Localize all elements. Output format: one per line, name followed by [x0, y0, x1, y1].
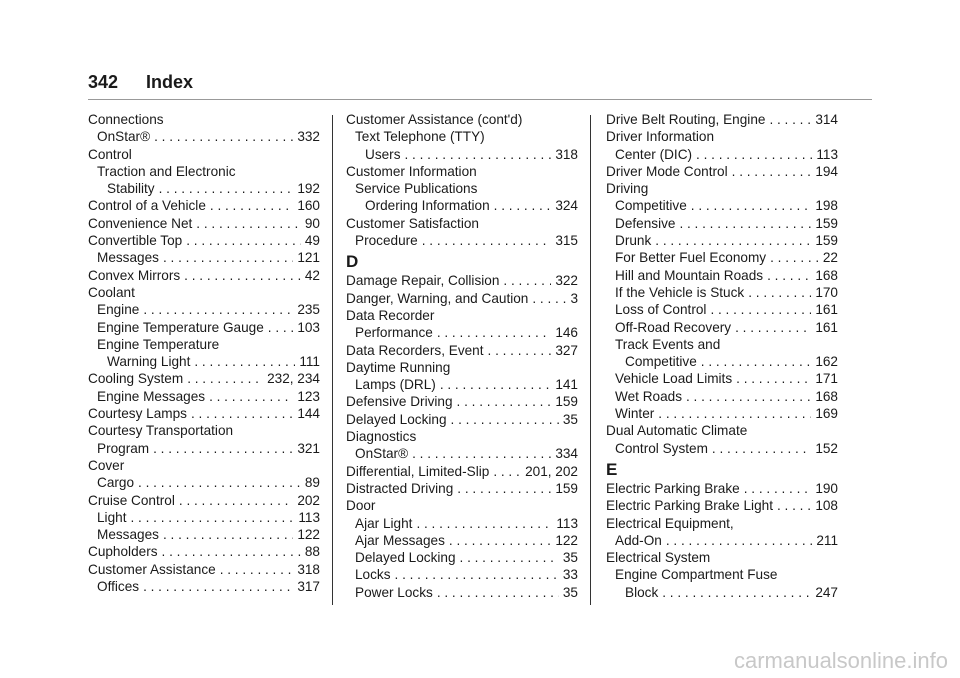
dot-leader: [440, 376, 551, 393]
index-term: Power Locks: [355, 584, 433, 600]
index-entry: [88, 197, 320, 214]
index-entry: [346, 584, 578, 601]
index-entry: [606, 480, 838, 497]
index-entry: [346, 290, 578, 307]
index-entry: [346, 146, 578, 163]
page-reference: 232, 234: [267, 371, 320, 387]
index-entry: [88, 370, 320, 387]
page-reference: 332: [297, 129, 320, 145]
page-reference: 169: [815, 406, 838, 422]
index-term: Courtesy Transportation: [88, 423, 234, 439]
page-reference: 235: [297, 302, 320, 318]
page-reference: 113: [556, 515, 578, 531]
dot-leader: [138, 474, 301, 491]
page-reference: 190: [815, 480, 838, 496]
index-entry: [606, 267, 838, 284]
dot-leader: [130, 509, 294, 526]
dot-leader: [662, 584, 811, 601]
header-rule: [88, 99, 872, 100]
index-term: Daytime Running: [346, 359, 451, 375]
dot-leader: [770, 249, 819, 266]
page-reference: 160: [297, 198, 320, 214]
page-reference: 22: [822, 250, 838, 266]
index-entry: [88, 146, 320, 163]
index-term: Delayed Locking: [355, 550, 456, 566]
dot-leader: [412, 445, 551, 462]
index-entry: [606, 197, 838, 214]
dot-leader: [220, 561, 294, 578]
index-entry: [606, 388, 838, 405]
page-reference: 33: [562, 567, 578, 583]
dot-leader: [186, 232, 301, 249]
index-term: Courtesy Lamps: [88, 406, 187, 422]
dot-leader: [735, 319, 811, 336]
page-reference: 122: [297, 527, 320, 543]
index-entry: [346, 128, 578, 145]
index-entry: [346, 215, 578, 232]
page-reference: 192: [297, 181, 320, 197]
page-header: [88, 72, 193, 93]
index-term: Engine Compartment Fuse: [615, 567, 778, 583]
dot-leader: [153, 440, 293, 457]
index-entry: [88, 578, 320, 595]
page-reference: 322: [555, 273, 578, 289]
page-reference: 3: [570, 290, 578, 306]
index-entry: [88, 301, 320, 318]
index-term: Locks: [355, 567, 391, 583]
index-entry: [88, 267, 320, 284]
dot-leader: [187, 370, 263, 387]
index-term: Loss of Control: [615, 302, 707, 318]
page-reference: 314: [815, 112, 838, 127]
index-term: Engine Temperature: [97, 336, 220, 352]
page-reference: 168: [815, 267, 838, 283]
index-term: Defensive Driving: [346, 394, 453, 410]
index-term: Messages: [97, 250, 159, 266]
dot-leader: [494, 197, 552, 214]
index-term: Cargo: [97, 475, 135, 491]
index-entry: [88, 163, 320, 180]
index-column-2: [346, 111, 578, 601]
page-reference: 202: [297, 492, 320, 508]
dot-leader: [710, 301, 811, 318]
index-entry: [346, 411, 578, 428]
page-reference: 144: [297, 406, 320, 422]
page-reference: 315: [555, 233, 578, 249]
page-reference: 90: [304, 215, 320, 231]
index-entry: [346, 480, 578, 497]
dot-leader: [449, 532, 551, 549]
dot-leader: [666, 532, 812, 549]
dot-leader: [159, 180, 294, 197]
dot-leader: [154, 128, 293, 145]
dot-leader: [696, 146, 812, 163]
index-entry: [88, 492, 320, 509]
dot-leader: [691, 197, 812, 214]
index-term: Cupholders: [88, 544, 158, 560]
index-entry: [346, 111, 578, 128]
dot-leader: [451, 411, 559, 428]
page-reference: 194: [815, 163, 838, 179]
index-letter-heading: D: [346, 252, 359, 272]
page-reference: 324: [555, 198, 578, 214]
dot-leader: [416, 515, 552, 532]
index-entry: [88, 215, 320, 232]
index-term: Electrical Equipment,: [606, 515, 734, 531]
index-entry: [346, 532, 578, 549]
page-reference: 211: [816, 532, 838, 548]
page-reference: 170: [815, 284, 838, 300]
index-term: Drive Belt Routing, Engine: [606, 112, 766, 127]
index-entry: [346, 515, 578, 532]
index-term: Door: [346, 498, 376, 514]
index-term: Center (DIC): [615, 146, 693, 162]
index-term: OnStar®: [97, 129, 151, 145]
page-reference: 159: [555, 480, 578, 496]
index-term: Warning Light: [107, 354, 191, 370]
page-reference: 103: [297, 319, 320, 335]
dot-leader: [503, 272, 551, 289]
dot-leader: [457, 480, 551, 497]
index-term: Ajar Light: [355, 515, 413, 531]
index-entry: [346, 549, 578, 566]
index-entry: [346, 180, 578, 197]
index-term: Vehicle Load Limits: [615, 371, 733, 387]
index-column-3: [606, 111, 838, 601]
index-entry: [346, 232, 578, 249]
index-entry: [606, 422, 838, 439]
index-term: Engine Messages: [97, 388, 206, 404]
column-divider: [590, 115, 591, 605]
page-reference: 122: [555, 532, 578, 548]
page-reference: 89: [304, 475, 320, 491]
index-entry: [606, 440, 838, 457]
dot-leader: [405, 146, 552, 163]
index-entry: [346, 445, 578, 462]
index-entry: [606, 497, 838, 514]
index-term: Engine Temperature Gauge: [97, 319, 264, 335]
dot-leader: [532, 290, 566, 307]
dot-leader: [437, 324, 551, 341]
index-term: For Better Fuel Economy: [615, 250, 767, 266]
page-reference: 141: [555, 377, 578, 393]
index-entry: [346, 566, 578, 583]
dot-leader: [744, 480, 812, 497]
page-reference: 318: [555, 146, 578, 162]
index-entry: [606, 532, 838, 549]
index-entry: [88, 457, 320, 474]
index-entry: [88, 509, 320, 526]
index-term: Driver Information: [606, 129, 715, 145]
page-reference: 49: [304, 233, 320, 249]
page-reference: 161: [815, 319, 838, 335]
watermark: carmanualsonline.info: [733, 648, 948, 673]
index-term: Differential, Limited-Slip: [346, 463, 490, 479]
index-term: Lamps (DRL): [355, 377, 436, 393]
page-reference: 35: [562, 550, 578, 566]
index-entry: [346, 197, 578, 214]
dot-leader: [748, 284, 811, 301]
index-term: Wet Roads: [615, 388, 682, 404]
page-reference: 171: [815, 371, 838, 387]
index-term: Block: [625, 584, 659, 600]
index-entry: [606, 301, 838, 318]
index-entry: [346, 307, 578, 324]
index-entry: [88, 353, 320, 370]
index-term: Data Recorders, Event: [346, 342, 484, 358]
dot-leader: [488, 342, 552, 359]
index-term: Cooling System: [88, 371, 184, 387]
page-number: 342: [88, 72, 119, 92]
index-term: Damage Repair, Collision: [346, 273, 500, 289]
index-entry: [88, 249, 320, 266]
index-term: Customer Assistance: [88, 561, 216, 577]
dot-leader: [732, 163, 812, 180]
index-entry: [606, 515, 838, 532]
index-term: Traction and Electronic: [97, 163, 236, 179]
index-term: Users: [365, 146, 401, 162]
page-reference: 123: [297, 388, 320, 404]
index-entry: [346, 342, 578, 359]
page-reference: 162: [815, 354, 838, 370]
index-entry: [88, 474, 320, 491]
dot-leader: [179, 492, 293, 509]
index-entry: [606, 163, 838, 180]
index-entry: [346, 359, 578, 376]
dot-leader: [162, 543, 301, 560]
index-term: Convex Mirrors: [88, 267, 181, 283]
page-reference: 247: [815, 584, 838, 600]
index-entry: [606, 146, 838, 163]
index-entry: [606, 549, 838, 566]
index-term: Cover: [88, 457, 125, 473]
page-title: Index: [146, 72, 194, 92]
index-term: Convenience Net: [88, 215, 193, 231]
index-term: Ordering Information: [365, 198, 490, 214]
index-term: Danger, Warning, and Caution: [346, 290, 529, 306]
index-term: Cruise Control: [88, 492, 175, 508]
index-term: Ajar Messages: [355, 532, 445, 548]
index-entry: [606, 128, 838, 145]
index-term: Offices: [97, 579, 140, 595]
index-term: Customer Assistance (cont'd): [346, 112, 523, 127]
index-term: Track Events and: [615, 336, 721, 352]
index-entry: [88, 422, 320, 439]
page-reference: 113: [816, 146, 838, 162]
index-entry: [606, 370, 838, 387]
page-reference: 113: [298, 509, 320, 525]
index-entry: [88, 128, 320, 145]
index-entry: [88, 284, 320, 301]
dot-leader: [196, 215, 301, 232]
index-term: Delayed Locking: [346, 411, 447, 427]
page-reference: 159: [815, 233, 838, 249]
page-reference: 35: [562, 411, 578, 427]
index-term: Driver Mode Control: [606, 163, 728, 179]
index-term: Competitive: [625, 354, 697, 370]
dot-leader: [460, 549, 559, 566]
dot-leader: [210, 197, 293, 214]
index-term: Distracted Driving: [346, 480, 454, 496]
index-term: Service Publications: [355, 181, 478, 197]
page-reference: 327: [555, 342, 578, 358]
index-term: Convertible Top: [88, 233, 183, 249]
index-term: Electric Parking Brake: [606, 480, 740, 496]
index-term: Off-Road Recovery: [615, 319, 732, 335]
index-entry: [88, 180, 320, 197]
index-entry: [346, 324, 578, 341]
index-term: Control: [88, 146, 132, 162]
dot-leader: [777, 497, 811, 514]
index-term: Engine: [97, 302, 140, 318]
dot-leader: [679, 215, 811, 232]
dot-leader: [493, 463, 521, 480]
index-entry: [346, 497, 578, 514]
index-entry: [88, 526, 320, 543]
page-reference: 317: [297, 579, 320, 595]
page-reference: 159: [815, 215, 838, 231]
index-term: If the Vehicle is Stuck: [615, 284, 745, 300]
dot-leader: [701, 353, 812, 370]
index-entry: [606, 232, 838, 249]
page-reference: 318: [297, 561, 320, 577]
index-term: Performance: [355, 325, 433, 341]
dot-leader: [194, 353, 295, 370]
index-term: Winter: [615, 406, 655, 422]
index-term: Add-On: [615, 532, 662, 548]
index-term: Text Telephone (TTY): [355, 129, 485, 145]
dot-leader: [268, 319, 294, 336]
dot-leader: [655, 232, 811, 249]
dot-leader: [209, 388, 293, 405]
index-entry: [606, 353, 838, 370]
index-entry: [88, 405, 320, 422]
index-entry: [346, 163, 578, 180]
index-entry: [88, 111, 320, 128]
dot-leader: [143, 301, 293, 318]
index-term: Data Recorder: [346, 307, 435, 323]
page-reference: 88: [304, 544, 320, 560]
index-entry: [606, 584, 838, 601]
page-reference: 201, 202: [525, 463, 578, 479]
index-entry: [88, 336, 320, 353]
index-entry: [346, 272, 578, 289]
dot-leader: [769, 111, 811, 128]
index-entry: [606, 249, 838, 266]
dot-leader: [736, 370, 811, 387]
index-entry: [606, 336, 838, 353]
page-reference: 198: [815, 198, 838, 214]
index-entry: [606, 284, 838, 301]
index-entry: [88, 232, 320, 249]
index-term: Competitive: [615, 198, 687, 214]
index-term: Customer Satisfaction: [346, 215, 479, 231]
index-term: Hill and Mountain Roads: [615, 267, 764, 283]
page-reference: 159: [555, 394, 578, 410]
index-entry: [606, 180, 838, 197]
index-term: Stability: [107, 181, 155, 197]
dot-leader: [184, 267, 301, 284]
index-term: Program: [97, 440, 150, 456]
index-term: Customer Information: [346, 163, 477, 179]
index-term: Messages: [97, 527, 159, 543]
index-term: Connections: [88, 112, 164, 127]
index-entry: [346, 428, 578, 445]
index-term: Diagnostics: [346, 429, 417, 445]
page-reference: 168: [815, 388, 838, 404]
index-entry: [606, 111, 838, 128]
dot-leader: [422, 232, 552, 249]
dot-leader: [457, 393, 552, 410]
page-reference: 108: [815, 498, 838, 514]
page-reference: 161: [815, 302, 838, 318]
index-entry: [346, 376, 578, 393]
page-reference: 121: [297, 250, 320, 266]
index-term: Light: [97, 509, 127, 525]
column-divider: [332, 115, 333, 605]
page-reference: 35: [562, 584, 578, 600]
index-column-1: [88, 111, 320, 595]
page-reference: 334: [555, 446, 578, 462]
index-term: Drunk: [615, 233, 652, 249]
dot-leader: [163, 249, 293, 266]
page-reference: 111: [299, 354, 320, 370]
index-term: Electric Parking Brake Light: [606, 498, 773, 514]
index-entry: [88, 319, 320, 336]
index-term: Defensive: [615, 215, 676, 231]
dot-leader: [191, 405, 293, 422]
index-term: Coolant: [88, 284, 135, 300]
index-entry: [606, 319, 838, 336]
index-entry: [346, 463, 578, 480]
index-term: Control System: [615, 440, 708, 456]
index-entry: [88, 561, 320, 578]
page-reference: 152: [815, 440, 838, 456]
index-term: Electrical System: [606, 550, 711, 566]
index-term: Control of a Vehicle: [88, 198, 206, 214]
index-term: Procedure: [355, 233, 418, 249]
dot-leader: [686, 388, 811, 405]
page-reference: 146: [555, 325, 578, 341]
dot-leader: [395, 566, 559, 583]
index-entry: [606, 215, 838, 232]
dot-leader: [143, 578, 293, 595]
index-letter-heading: E: [606, 459, 618, 479]
dot-leader: [767, 267, 811, 284]
index-entry: [606, 566, 838, 583]
dot-leader: [712, 440, 811, 457]
dot-leader: [437, 584, 559, 601]
index-entry: [346, 393, 578, 410]
index-entry: [606, 405, 838, 422]
index-entry: [88, 388, 320, 405]
page-reference: 321: [297, 440, 320, 456]
index-term: OnStar®: [355, 446, 409, 462]
dot-leader: [163, 526, 293, 543]
index-term: Dual Automatic Climate: [606, 423, 748, 439]
index-entry: [88, 543, 320, 560]
index-entry: [88, 440, 320, 457]
page-reference: 42: [304, 267, 320, 283]
index-term: Driving: [606, 181, 649, 197]
dot-leader: [658, 405, 811, 422]
